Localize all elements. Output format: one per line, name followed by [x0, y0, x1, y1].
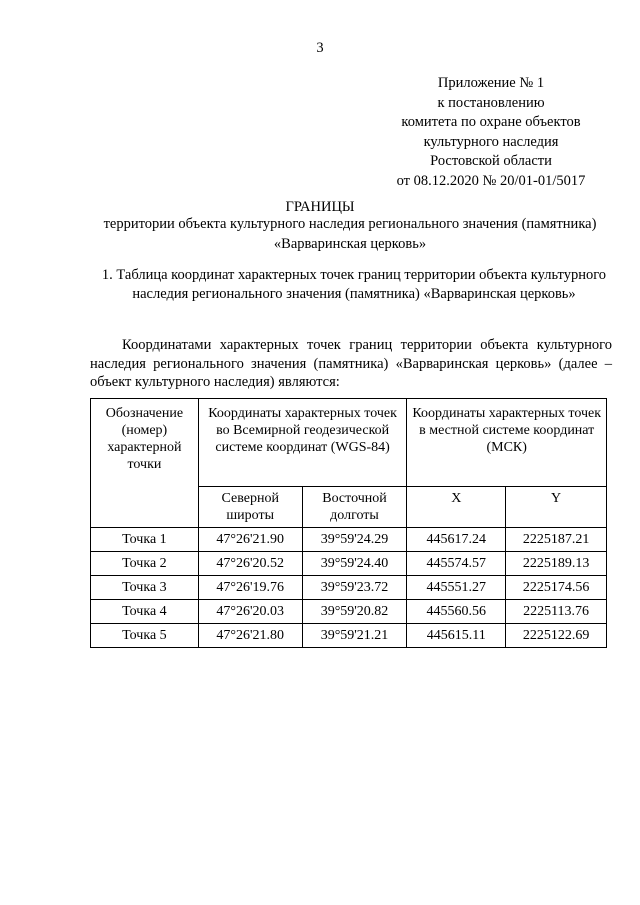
- document-subtitle: [70, 215, 630, 254]
- subheader-y: Y: [506, 487, 607, 528]
- cell-x: 445574.57: [407, 552, 506, 576]
- cell-longitude: 39°59'21.21: [302, 624, 407, 648]
- cell-latitude: 47°26'21.80: [198, 624, 302, 648]
- table-row: [91, 600, 607, 624]
- appendix-block: [360, 74, 622, 191]
- coordinates-table: [90, 398, 607, 648]
- cell-latitude: 47°26'19.76: [198, 576, 302, 600]
- subheader-north: Северной широты: [198, 487, 302, 528]
- page-number: 3: [316, 40, 324, 56]
- cell-y: 2225187.21: [506, 528, 607, 552]
- cell-x: 445617.24: [407, 528, 506, 552]
- header-wgs84: Координаты характерных точек во Всемирной геодезической системе координат (WGS-84): [198, 399, 407, 487]
- intro-paragraph: Координатами характерных точек границ территории объекта культурного наследия регионального значения (памятника) «Варваринская церковь» (далее – объект культурного наследия) являются:: [90, 337, 612, 390]
- cell-point: Точка 2: [91, 552, 199, 576]
- cell-x: 445551.27: [407, 576, 506, 600]
- table-row: [91, 528, 607, 552]
- subtitle-line: «Варваринская церковь»: [273, 235, 427, 252]
- table-row: [91, 576, 607, 600]
- cell-latitude: 47°26'20.03: [198, 600, 302, 624]
- appendix-line: комитета по охране объектов: [401, 114, 581, 130]
- cell-latitude: 47°26'21.90: [198, 528, 302, 552]
- appendix-line: Приложение № 1: [437, 75, 545, 91]
- cell-y: 2225189.13: [506, 552, 607, 576]
- cell-point: Точка 3: [91, 576, 199, 600]
- cell-x: 445560.56: [407, 600, 506, 624]
- subheader-x: X: [407, 487, 506, 528]
- cell-x: 445615.11: [407, 624, 506, 648]
- cell-longitude: 39°59'20.82: [302, 600, 407, 624]
- table-header-row: [91, 399, 607, 487]
- table-title: 1. Таблица координат характерных точек границ территории объекта культурного наследия регионального значения (памятника) «Варваринская церковь»: [101, 267, 607, 302]
- subtitle-line: территории объекта культурного наследия регионального значения (памятника): [103, 216, 597, 232]
- header-msk: Координаты характерных точек в местной системе координат (МСК): [407, 399, 607, 487]
- cell-y: 2225174.56: [506, 576, 607, 600]
- cell-point: Точка 1: [91, 528, 199, 552]
- appendix-line: культурного наследия: [423, 133, 559, 150]
- appendix-line: к постановлению: [437, 94, 545, 111]
- document-title: ГРАНИЦЫ: [285, 199, 355, 215]
- cell-y: 2225113.76: [506, 600, 607, 624]
- subheader-east: Восточной долготы: [302, 487, 407, 528]
- appendix-line: Ростовской области: [430, 153, 552, 169]
- cell-longitude: 39°59'24.40: [302, 552, 407, 576]
- cell-latitude: 47°26'20.52: [198, 552, 302, 576]
- cell-longitude: 39°59'24.29: [302, 528, 407, 552]
- table-row: [91, 552, 607, 576]
- cell-point: Точка 5: [91, 624, 199, 648]
- cell-point: Точка 4: [91, 600, 199, 624]
- header-designation: Обозначение (номер) характерной точки: [91, 399, 199, 528]
- appendix-line: от 08.12.2020 № 20/01-01/5017: [396, 172, 586, 189]
- cell-y: 2225122.69: [506, 624, 607, 648]
- cell-longitude: 39°59'23.72: [302, 576, 407, 600]
- table-row: [91, 624, 607, 648]
